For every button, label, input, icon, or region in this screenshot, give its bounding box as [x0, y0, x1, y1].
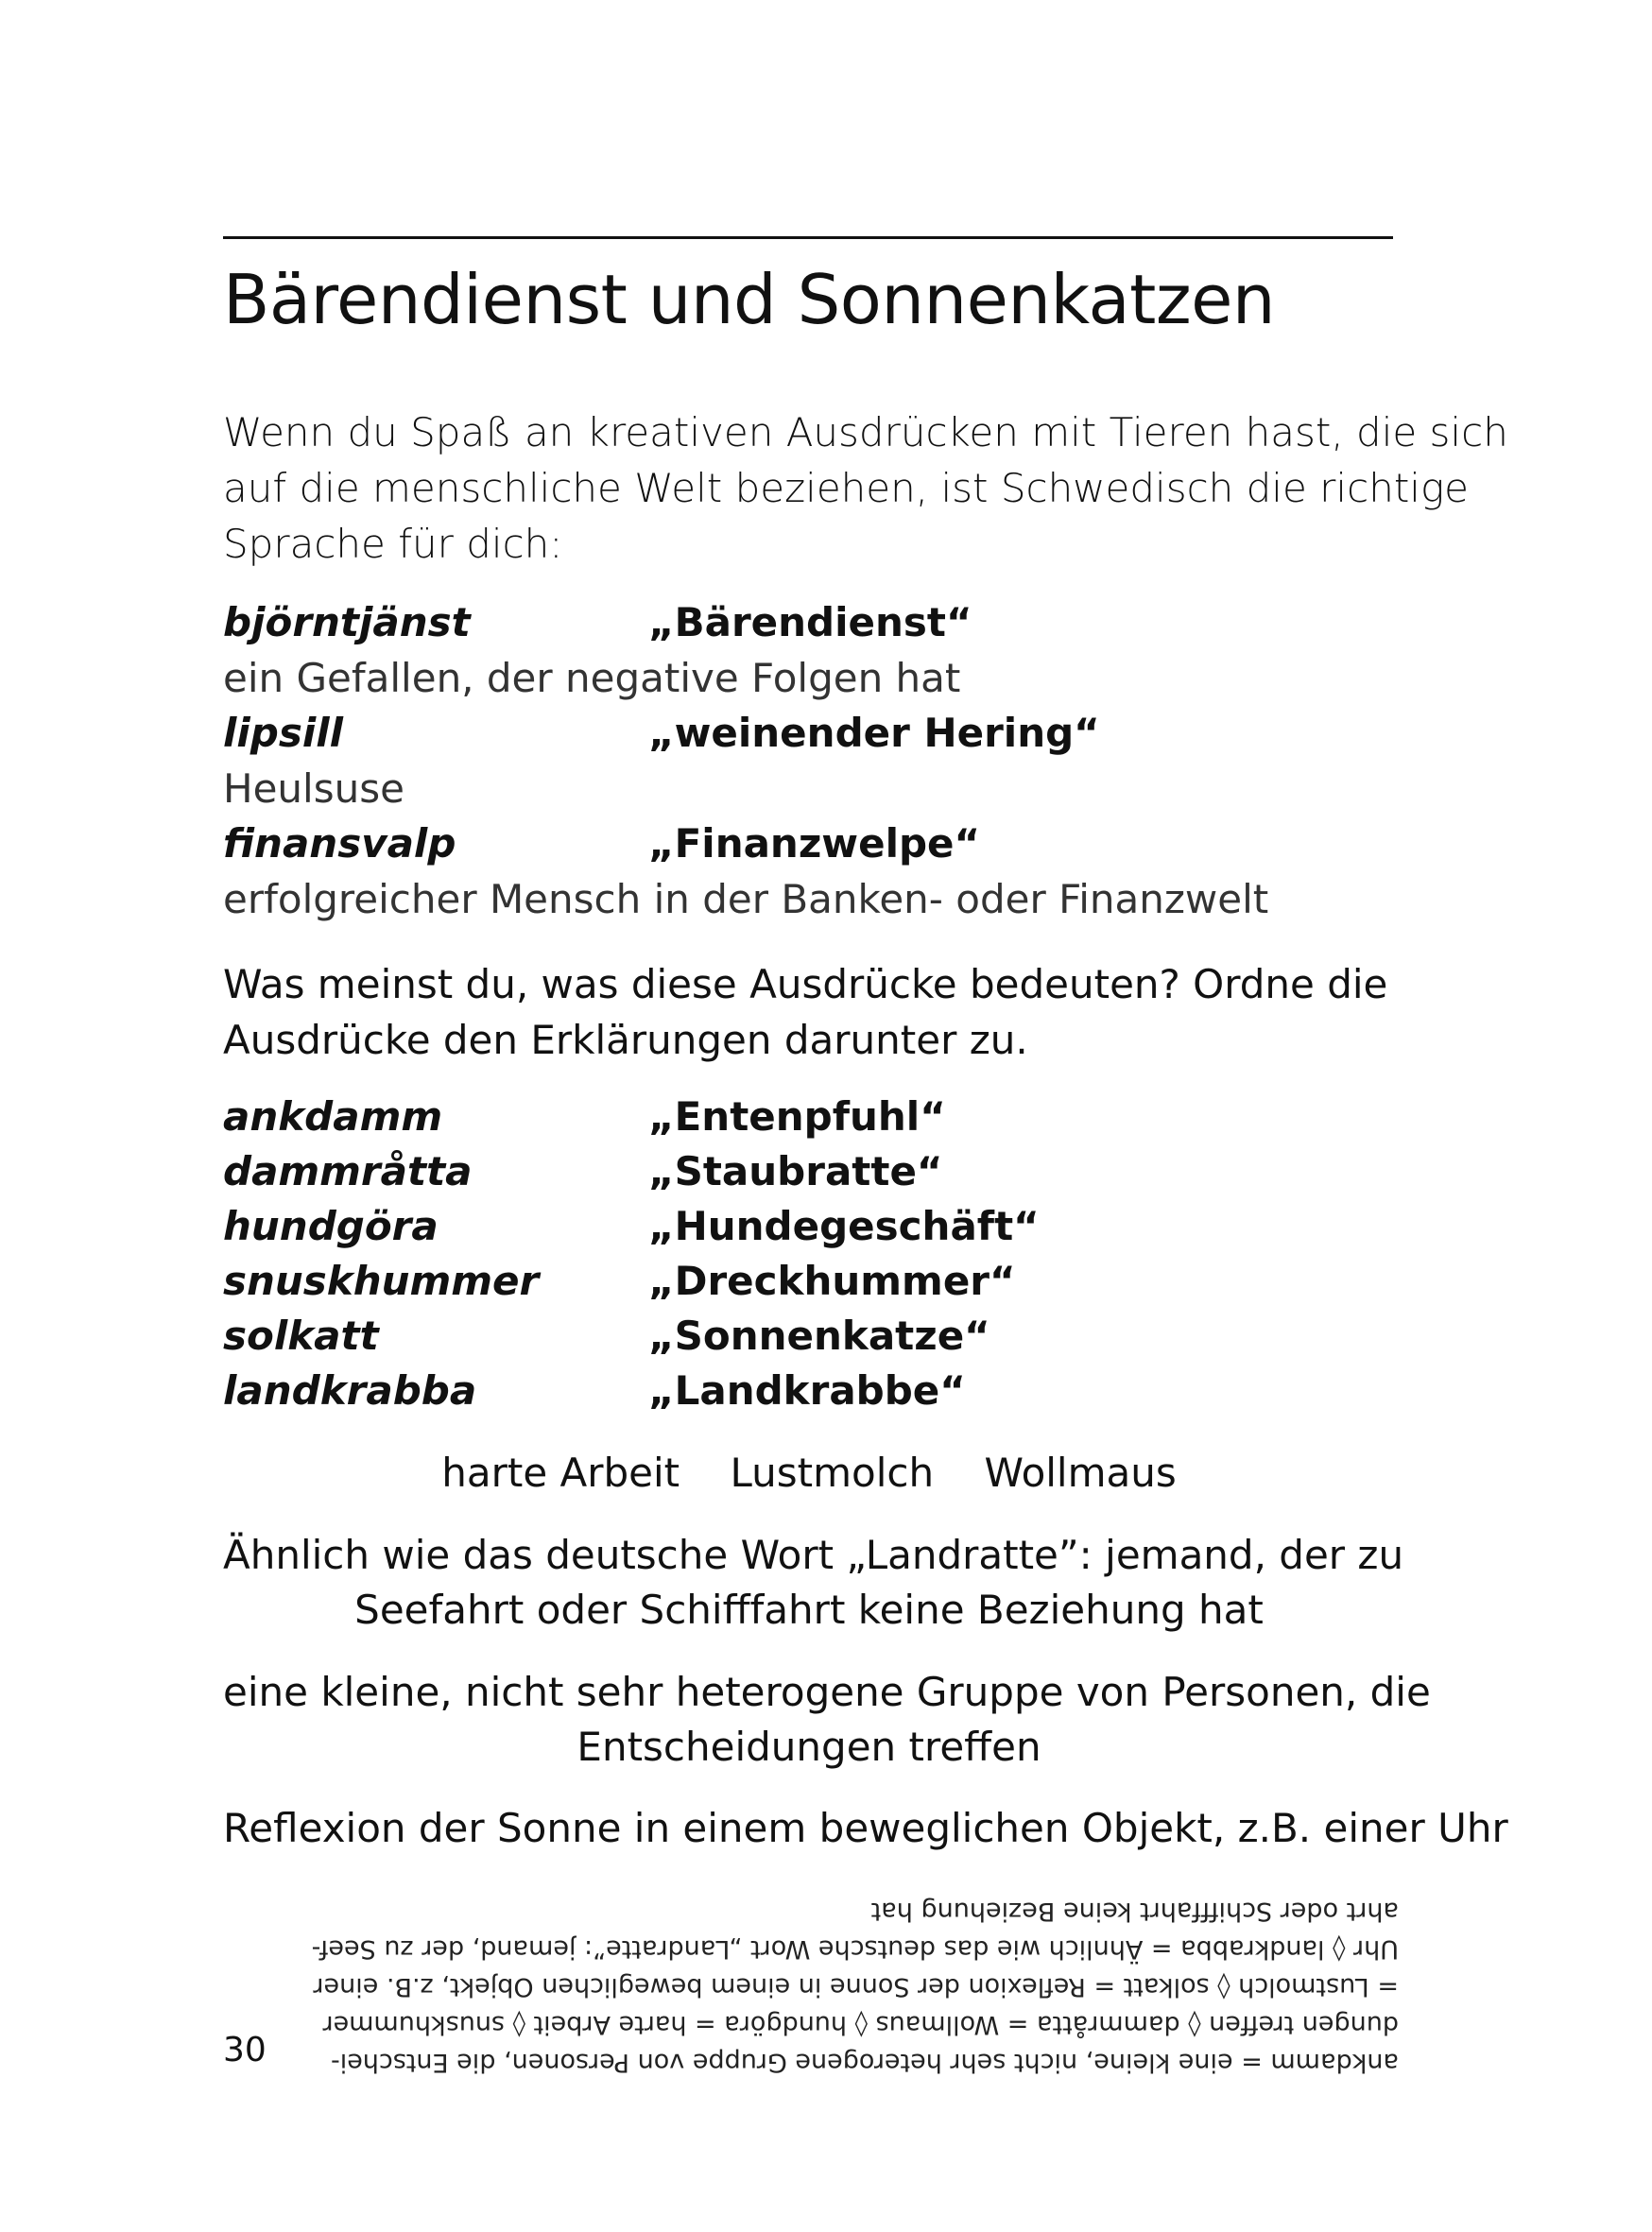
literal-translation: „Dreckhummer“ [648, 1258, 1016, 1304]
exercise-row [223, 1364, 1395, 1418]
swedish-term: snuskhummer [223, 1258, 540, 1304]
explanation [223, 1801, 1508, 1856]
exercise-row [223, 1090, 1395, 1144]
literal-translation: „Bärendienst“ [648, 599, 972, 645]
literal-translation: „Hundegeschäft“ [648, 1203, 1040, 1249]
literal-translation: „Sonnenkatze“ [648, 1313, 990, 1359]
example-row [223, 706, 1395, 761]
swedish-term: lipsill [223, 710, 344, 756]
example-list [223, 595, 1395, 927]
literal-translation: „Entenpfuhl“ [648, 1093, 946, 1140]
swedish-term: dammråtta [223, 1148, 473, 1194]
page-title: Bärendienst und Sonnenkatzen [223, 260, 1276, 339]
exercise-row [223, 1144, 1395, 1199]
explanation [223, 1665, 1431, 1775]
swedish-term: finansvalp [223, 820, 456, 867]
exercise-row [223, 1199, 1395, 1254]
upside-down-answer-key [311, 1892, 1399, 2081]
explanation-line: Entscheidungen treffen [576, 1724, 1041, 1770]
example-meaning: Heulsuse [223, 765, 404, 812]
literal-translation: „weinender Hering“ [648, 710, 1100, 756]
swedish-term: hundgöra [223, 1203, 439, 1249]
question-line: Was meinst du, was diese Ausdrücke bedeuten? Ordne die [223, 961, 1388, 1007]
answer-key-line: dungen treffen ◊ dammråtta = Wollmaus ◊ hundgöra = harte Arbeit ◊ snuskhummer [322, 2010, 1399, 2039]
literal-translation: „Staubratte“ [648, 1148, 943, 1194]
answer-key-line: ahrt oder Schifffahrt keine Beziehung hat [870, 1897, 1399, 1926]
word-bank-item: Wollmaus [984, 1450, 1177, 1496]
answer-key-line: Uhr ◊ landkrabba = Ähnlich wie das deutsche Wort „Landratte”: jemand, der zu Seef- [311, 1934, 1399, 1964]
exercise-question [223, 956, 1387, 1068]
example-meaning: erfolgreicher Mensch in der Banken- oder Finanzwelt [223, 876, 1269, 922]
intro-paragraph [223, 404, 1508, 572]
example-meaning: ein Gefallen, der negative Folgen hat [223, 655, 961, 701]
exercise-row [223, 1309, 1395, 1364]
example-row [223, 816, 1395, 871]
explanation-line: Reflexion der Sonne in einem beweglichen Objekt, z.B. einer Uhr [223, 1805, 1508, 1851]
intro-line: Sprache für dich: [223, 521, 563, 567]
exercise-row [223, 1254, 1395, 1309]
answer-key-line: ankdamm = eine kleine, nicht sehr heterogene Gruppe von Personen, die Entschei- [330, 2048, 1399, 2077]
literal-translation: „Finanzwelpe“ [648, 820, 981, 867]
explanation-line: Ähnlich wie das deutsche Wort „Landratte”: jemand, der zu [223, 1532, 1404, 1578]
swedish-term: landkrabba [223, 1367, 477, 1414]
explanation-line: Seefahrt oder Schifffahrt keine Beziehung hat [354, 1587, 1264, 1633]
question-line: Ausdrücke den Erklärungen darunter zu. [223, 1017, 1028, 1063]
title-rule [223, 236, 1393, 239]
swedish-term: björntjänst [223, 599, 471, 645]
intro-line: auf die menschliche Welt beziehen, ist Schwedisch die richtige [223, 465, 1469, 511]
explanation [223, 1528, 1404, 1638]
swedish-term: ankdamm [223, 1093, 443, 1140]
explanation-line: eine kleine, nicht sehr heterogene Gruppe von Personen, die [223, 1669, 1431, 1715]
answer-key-line: = Lustmolch ◊ solkatt = Reflexion der Sonne in einem beweglichen Objekt, z.B. einer [313, 1972, 1399, 2001]
word-bank-item: harte Arbeit [441, 1450, 680, 1496]
intro-line: Wenn du Spaß an kreativen Ausdrücken mit Tieren hast, die sich [223, 409, 1508, 455]
word-bank [223, 1446, 1395, 1501]
literal-translation: „Landkrabbe“ [648, 1367, 966, 1414]
example-row [223, 595, 1395, 650]
word-bank-item: Lustmolch [730, 1450, 935, 1496]
swedish-term: solkatt [223, 1313, 379, 1359]
page-number: 30 [223, 2031, 267, 2069]
exercise-term-list [223, 1090, 1395, 1418]
